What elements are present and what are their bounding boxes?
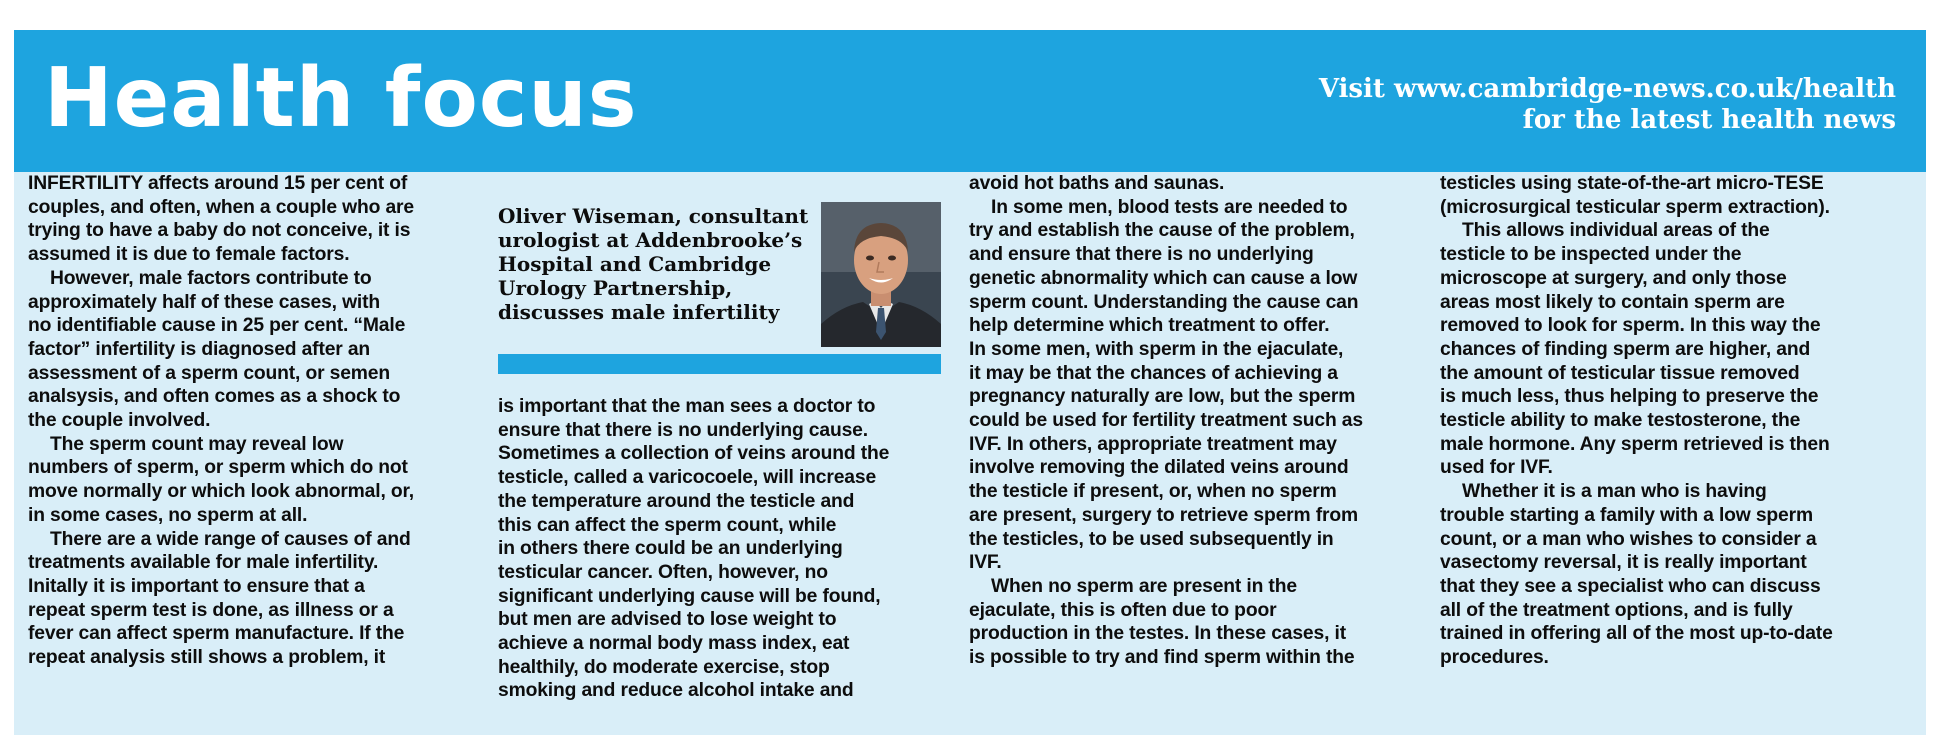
column-line: removed to look for sperm. In this way the	[1440, 315, 1821, 337]
column-line: in some cases, no sperm at all.	[28, 504, 308, 526]
column-line: This allows individual areas of the	[1462, 220, 1770, 242]
article-column-4	[1440, 172, 1892, 670]
column-line: is possible to try and find sperm within the	[969, 647, 1355, 669]
byline-line: Hospital and Cambridge	[498, 252, 772, 276]
column-line: treatments available for male infertility.	[28, 552, 379, 574]
column-line: the temperature around the testicle and	[498, 490, 855, 512]
column-line: assumed it is due to female factors.	[28, 244, 350, 266]
column-line: The sperm count may reveal low	[50, 433, 344, 455]
column-line: this can affect the sperm count, while	[498, 514, 837, 536]
article-column-2	[498, 395, 943, 703]
byline-line: urologist at Addenbrooke’s	[498, 228, 803, 252]
column-line: it may be that the chances of achieving a	[969, 362, 1338, 384]
column-line: fever can affect sperm manufacture. If the	[28, 623, 405, 645]
column-line: chances of finding sperm are higher, and	[1440, 338, 1811, 360]
column-line: the testicles, to be used subsequently in	[969, 528, 1334, 550]
column-line: analsysis, and often comes as a shock to	[28, 386, 401, 408]
page-title: Health focus	[44, 51, 638, 146]
author-portrait-image	[821, 202, 941, 347]
byline-line: Urology Partnership,	[498, 276, 733, 300]
column-line: INFERTILITY affects around 15 per cent of	[28, 173, 408, 194]
column-line: repeat sperm test is done, as illness or a	[28, 599, 394, 621]
column-line: testicles using state-of-the-art micro-TESE	[1440, 173, 1824, 194]
column-line: try and establish the cause of the problem,	[969, 220, 1355, 242]
column-line: that they see a specialist who can discuss	[1440, 575, 1821, 597]
column-line: ejaculate, this is often due to poor	[969, 599, 1277, 621]
column-line: move normally or which look abnormal, or,	[28, 481, 414, 503]
column-line: is important that the man sees a doctor to	[498, 396, 876, 417]
column-line: trained in offering all of the most up-to-date	[1440, 623, 1833, 645]
column-line: vasectomy reversal, it is really important	[1440, 552, 1807, 574]
column-line: In some men, with sperm in the ejaculate,	[969, 338, 1344, 360]
column-line: testicle ability to make testosterone, the	[1440, 410, 1801, 432]
column-line: but men are advised to lose weight to	[498, 609, 837, 631]
column-line: in others there could be an underlying	[498, 538, 843, 560]
column-line: no identifiable cause in 25 per cent. “Male	[28, 315, 406, 337]
byline-box	[498, 172, 950, 387]
column-line: the couple involved.	[28, 410, 211, 432]
byline-line: Oliver Wiseman, consultant	[498, 204, 809, 228]
column-line: However, male factors contribute to	[50, 267, 372, 289]
column-line: couples, and often, when a couple who are	[28, 196, 414, 218]
column-line: healthily, do moderate exercise, stop	[498, 656, 830, 678]
column-line: Initally it is important to ensure that a	[28, 575, 365, 597]
column-line: areas most likely to contain sperm are	[1440, 291, 1785, 313]
column-line: testicle to be inspected under the	[1440, 244, 1742, 266]
column-line: count, or a man who wishes to consider a	[1440, 528, 1817, 550]
column-line: Whether it is a man who is having	[1462, 481, 1767, 503]
column-line: factor” infertility is diagnosed after an	[28, 338, 371, 360]
column-line: all of the treatment options, and is fully	[1440, 599, 1793, 621]
column-line: the amount of testicular tissue removed	[1440, 362, 1800, 384]
column-line: trying to have a baby do not conceive, it is	[28, 220, 411, 242]
column-line: significant underlying cause will be found,	[498, 585, 881, 607]
column-line: achieve a normal body mass index, eat	[498, 633, 850, 655]
website-promo-line-2: for the latest health news	[1522, 105, 1896, 135]
byline-divider-bar	[498, 354, 941, 374]
column-line: IVF. In others, appropriate treatment may	[969, 433, 1337, 455]
column-line: microscope at surgery, and only those	[1440, 267, 1787, 289]
column-line: ensure that there is no underlying cause.	[498, 419, 868, 441]
column-line: testicle, called a varicocoele, will increase	[498, 467, 877, 489]
column-line: avoid hot baths and saunas.	[969, 173, 1225, 194]
column-line: involve removing the dilated veins around	[969, 457, 1349, 479]
column-line: testicular cancer. Often, however, no	[498, 561, 828, 583]
website-promo-line-1: Visit www.cambridge-news.co.uk/health	[1318, 74, 1896, 104]
column-line: the testicle if present, or, when no sperm	[969, 481, 1337, 503]
article-column-1	[28, 172, 473, 670]
column-line: procedures.	[1440, 647, 1549, 669]
author-byline	[498, 204, 809, 324]
column-line: used for IVF.	[1440, 457, 1553, 479]
column-line: and ensure that there is no underlying	[969, 244, 1314, 266]
byline-line: discusses male infertility	[498, 300, 780, 324]
column-line: Sometimes a collection of veins around the	[498, 443, 890, 465]
column-line: approximately half of these cases, with	[28, 291, 381, 313]
column-line: is much less, thus helping to preserve the	[1440, 386, 1819, 408]
header-banner	[14, 30, 1926, 172]
column-line: numbers of sperm, or sperm which do not	[28, 457, 408, 479]
column-line: help determine which treatment to offer.	[969, 315, 1330, 337]
column-line: IVF.	[969, 552, 1002, 574]
article-column-3	[969, 172, 1419, 670]
author-photo	[821, 202, 941, 347]
column-line: production in the testes. In these cases, it	[969, 623, 1346, 645]
column-line: male hormone. Any sperm retrieved is then	[1440, 433, 1830, 455]
column-line: (microsurgical testicular sperm extraction).	[1440, 196, 1830, 218]
column-line: assessment of a sperm count, or semen	[28, 362, 390, 384]
column-line: trouble starting a family with a low sperm	[1440, 504, 1813, 526]
column-line: are present, surgery to retrieve sperm from	[969, 504, 1358, 526]
column-line: genetic abnormality which can cause a low	[969, 267, 1358, 289]
column-line: There are a wide range of causes of and	[50, 528, 411, 550]
column-line: In some men, blood tests are needed to	[991, 196, 1348, 218]
column-line: pregnancy naturally are low, but the sperm	[969, 386, 1356, 408]
column-line: sperm count. Understanding the cause can	[969, 291, 1359, 313]
column-line: could be used for fertility treatment such as	[969, 410, 1363, 432]
column-line: smoking and reduce alcohol intake and	[498, 680, 854, 702]
column-line: repeat analysis still shows a problem, it	[28, 647, 386, 669]
column-line: When no sperm are present in the	[991, 575, 1297, 597]
website-promo	[1319, 74, 1896, 136]
